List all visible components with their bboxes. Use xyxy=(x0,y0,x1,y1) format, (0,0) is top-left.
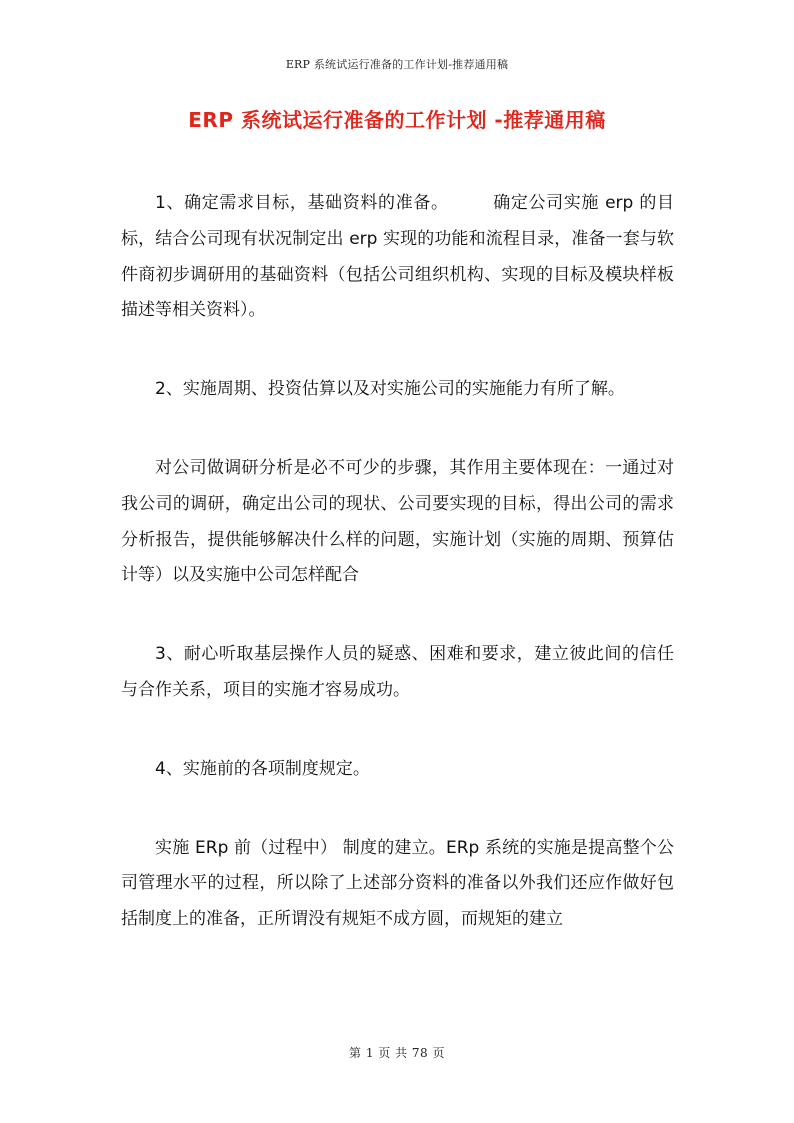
paragraph-gap xyxy=(121,329,674,372)
document-title: ERP 系统试运行准备的工作计划 -推荐通用稿 xyxy=(188,108,606,132)
page-number-footer: 第 1 页 共 78 页 xyxy=(349,1046,445,1060)
paragraph-4: 3、耐心听取基层操作人员的疑惑、困难和要求，建立彼此间的信任与合作关系，项目的实施才容易成功。 xyxy=(121,644,674,700)
paragraph-6: 实施 ERp 前（过程中） 制度的建立。ERp 系统的实施是提高整个公司管理水平的过程，所以除了上述部分资料的准备以外我们还应作做好包括制度上的准备，正所谓没有规矩不成方圆，而规矩的建立 xyxy=(121,837,674,930)
paragraph-1-body: 确定公司实施 erp 的目标，结合公司现有状况制定出 erp 实现的功能和流程目录，准备一套与软件商初步调研用的基础资料（包括公司组织机构、实现的目标及模块样板描述等相关资料）。 xyxy=(121,193,674,321)
paragraph-2: 2、实施周期、投资估算以及对实施公司的实施能力有所了解。 xyxy=(155,379,625,400)
paragraph-gap xyxy=(121,594,674,637)
paragraph-1-heading: 1、确定需求目标，基础资料的准备。 xyxy=(155,193,449,213)
paragraph-3: 对公司做调研分析是必不可少的步骤，其作用主要体现在：一通过对我公司的调研，确定出公司的现状、公司要实现的目标，得出公司的需求分析报告，提供能够解决什么样的问题，实施计划（实施的周期、预算估计等）以及实施中公司怎样配合 xyxy=(121,457,674,586)
paragraph-gap xyxy=(121,788,674,831)
running-header: ERP 系统试运行准备的工作计划-推荐通用稿 xyxy=(285,58,509,71)
paragraph-gap xyxy=(121,709,674,752)
paragraph-gap xyxy=(121,408,674,451)
document-body xyxy=(121,186,674,938)
paragraph-5: 4、实施前的各项制度规定。 xyxy=(155,758,370,779)
paragraph-1 xyxy=(121,186,674,329)
